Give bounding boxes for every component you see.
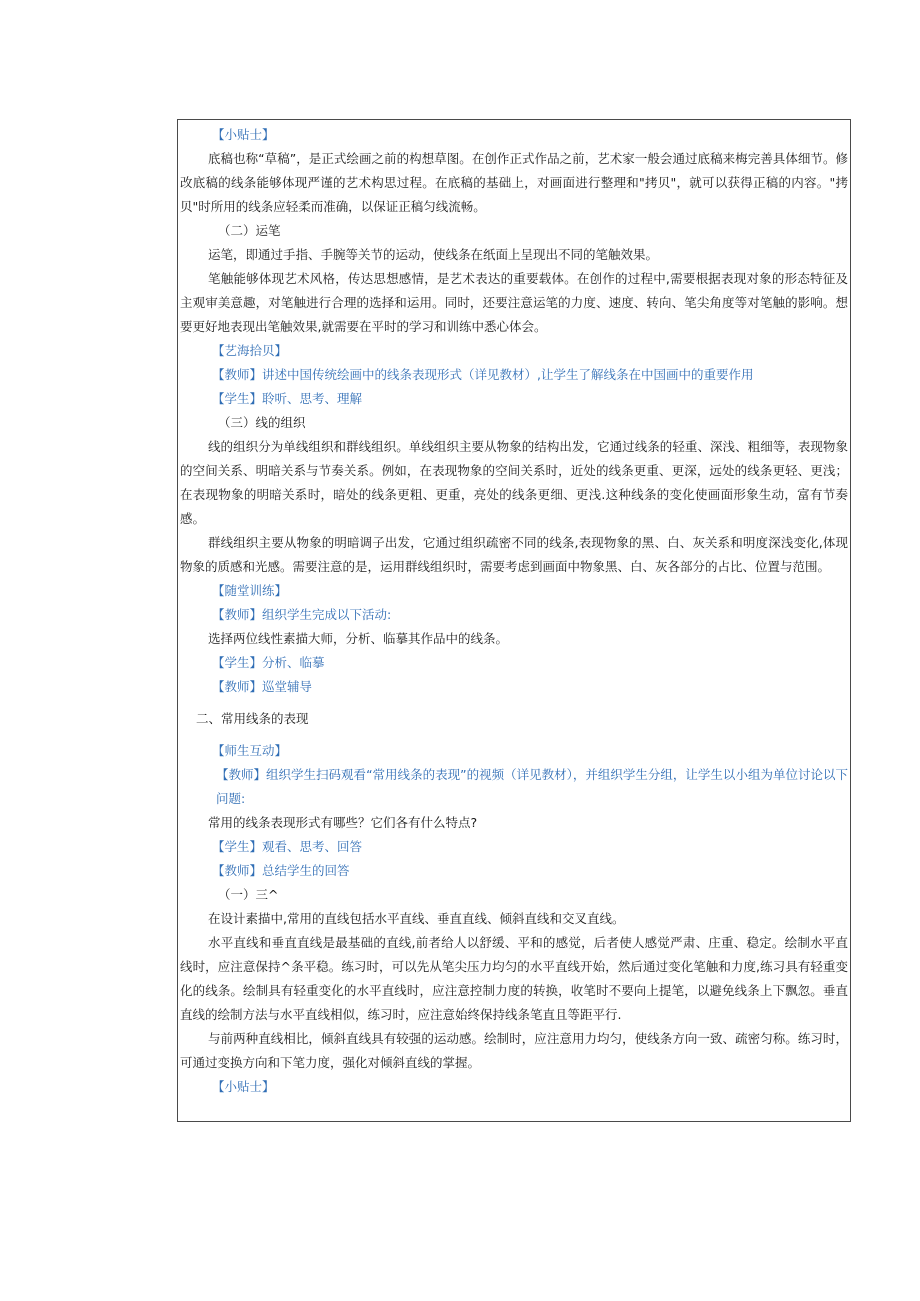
lesson-content [178,123,850,1099]
paragraph-p19: 【教师】组织学生扫码观看“常用线条的表现”的视频（详见教材），并组织学生分组，让学生以小组为单位讨论以下问题: [216,767,848,806]
paragraph-p04: 运笔，即通过手指、手腕等关节的运动，使线条在纸面上呈现出不同的笔触效果。 [208,247,659,262]
paragraph-p07: 【教师】讲述中国传统绘画中的线条表现形式（详见教材）,让学生了解线条在中国画中的重要作用 [212,367,754,382]
paragraph-p21: 【学生】观看、思考、回答 [212,839,363,854]
paragraph-p18: 【师生互动】 [212,743,288,758]
paragraph-p06: 【艺海拾贝】 [212,343,288,358]
paragraph-p24: 在设计素描中,常用的直线包括水平直线、垂直直线、倾斜直线和交叉直线。 [208,911,625,926]
paragraph-p25: 水平直线和垂直直线是最基础的直线,前者给人以舒缓、平和的感觉，后者使人感觉严肃、庄重、稳定。绘制水平直线时，应注意保持^条平稳。练习时，可以先从笔尖压力均匀的水平直线开始，然后通过变化笔触和力度,练习具有轻重变化的线条。绘制具有轻重变化的水平直线时，应注意控制力度的转换，收笔时不要向上提笔，以避免线条上下飘忽。垂直直线的绘制方法与水平直线相似，练习时，应注意始终保持线条笔直且等距平行. [180,935,848,1022]
paragraph-p14: 选择两位线性素描大师，分析、临摹其作品中的线条。 [208,631,509,646]
paragraph-p11: 群线组织主要从物象的明暗调子出发，它通过组织疏密不同的线条,表现物象的黑、白、灰关系和明度深浅变化,体现物象的质感和光感。需要注意的是，运用群线组织时，需要考虑到画面中物象黑、白、灰各部分的占比、位置与范围。 [180,535,848,574]
paragraph-p02: 底稿也称“草稿”，是正式绘画之前的构想草图。在创作正式作品之前，艺术家一般会通过底稿来梅完善具体细节。修改底稿的线条能够体现严谨的艺术构思过程。在底稿的基础上，对画面进行整理和"拷贝"，就可以获得正稿的内容。"拷贝"时所用的线条应轻柔而准确，以保证正稿匀线流畅。 [180,151,848,214]
paragraph-p20: 常用的线条表现形式有哪些？它们各有什么特点? [208,815,478,830]
paragraph-p22: 【教师】总结学生的回答 [212,863,350,878]
paragraph-p05: 笔触能够体现艺术风格，传达思想感情，是艺术表达的重要载体。在创作的过程中,需要根据表现对象的形态特征及主观审美意趣，对笔触进行合理的选择和运用。同时，还要注意运笔的力度、速度、转向、笔尖角度等对笔触的影响。想要更好地表现出笔触效果,就需要在平时的学习和训练中悉心体会。 [180,271,848,334]
paragraph-p13: 【教师】组织学生完成以下活动: [212,607,392,622]
paragraph-p26: 与前两种直线相比，倾斜直线具有较强的运动感。绘制时，应注意用力均匀，使线条方向一致、疏密匀称。练习时，可通过变换方向和下笔力度，强化对倾斜直线的掌握。 [180,1031,848,1070]
paragraph-p10: 线的组织分为单线组织和群线组织。单线组织主要从物象的结构出发，它通过线条的轻重、深浅、粗细等，表现物象的空间关系、明暗关系与节奏关系。例如，在表现物象的空间关系时，近处的线条更重、更深，远处的线条更轻、更浅；在表现物象的明暗关系时，暗处的线条更粗、更重，亮处的线条更细、更浅.这种线条的变化使画面形象生动，富有节奏感。 [180,439,848,526]
paragraph-p23: （一）三^ [218,887,279,902]
paragraph-p15: 【学生】分析、临摹 [212,655,325,670]
paragraph-p01: 【小贴士】 [212,127,275,142]
lesson-table-cell [177,119,851,1122]
paragraph-p09: （三）线的组织 [218,415,306,430]
paragraph-p27: 【小贴士】 [212,1079,275,1094]
paragraph-p03: （二）运笔 [218,223,281,238]
paragraph-p08: 【学生】聆听、思考、理解 [212,391,363,406]
paragraph-p16: 【教师】巡堂辅导 [212,679,313,694]
paragraph-p12: 【随堂训练】 [212,583,288,598]
paragraph-p17: 二、常用线条的表现 [196,711,309,726]
